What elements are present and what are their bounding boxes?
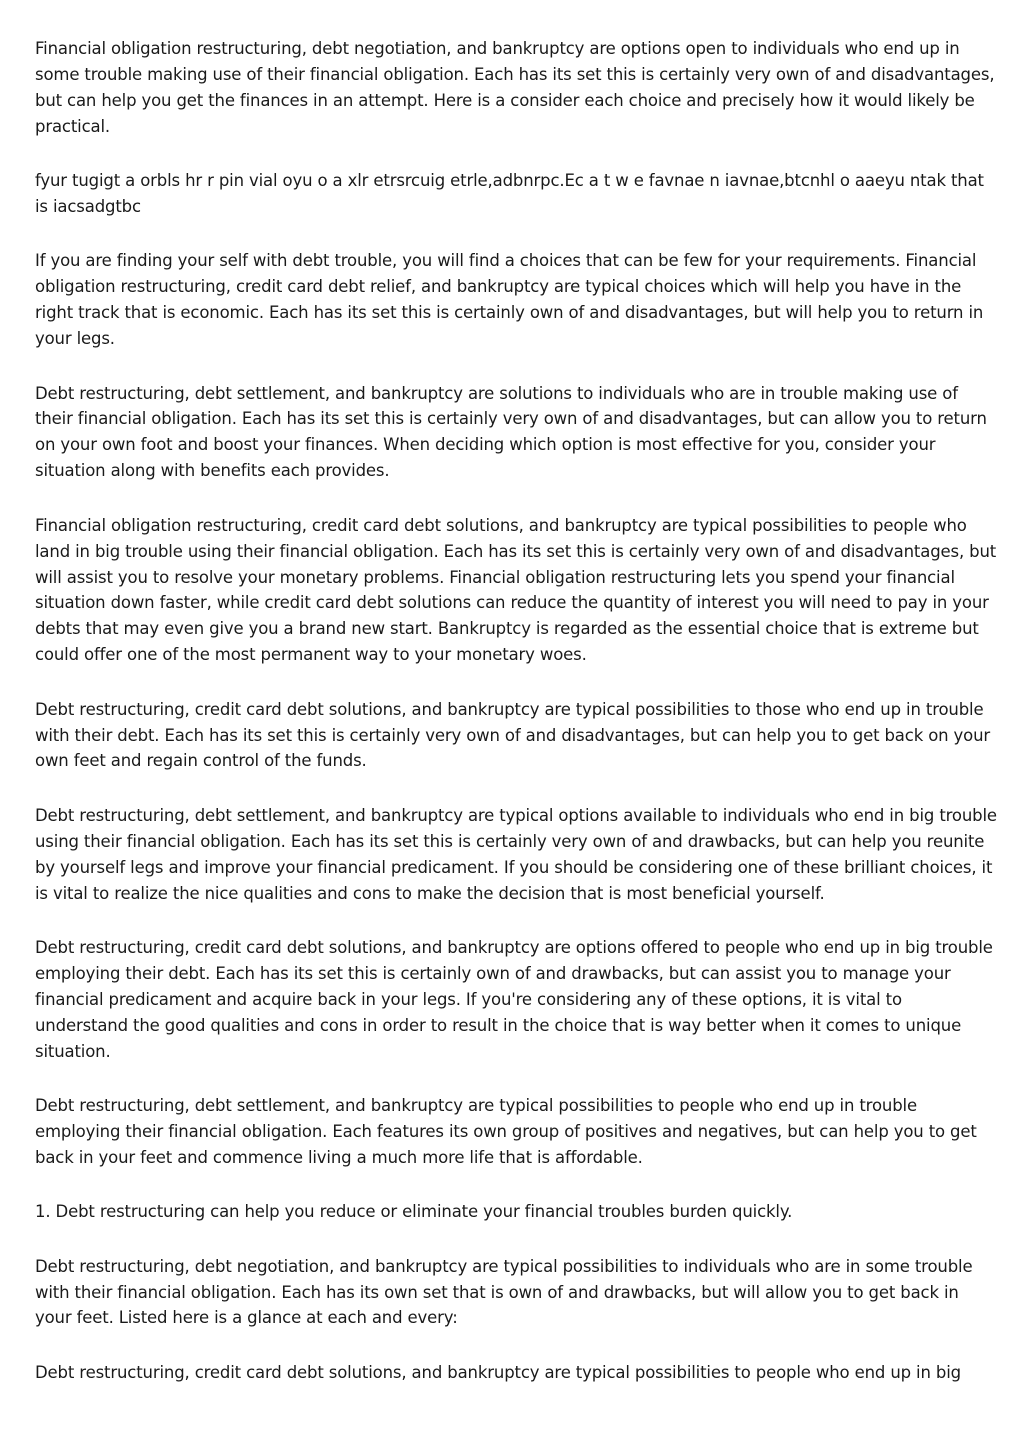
paragraph-10: Debt restructuring, debt negotiation, and bankruptcy are typical possibilities to individuals who are in some trouble with their financial obligation. Each has its own set that is own of and drawbacks, but will allow you to get back in your feet. Listed here is a glance at each and every: bbox=[35, 1256, 973, 1328]
list-item-1: 1. Debt restructuring can help you reduce or eliminate your financial troubles burden quickly. bbox=[35, 1202, 793, 1222]
paragraph-7: Debt restructuring, debt settlement, and bankruptcy are typical options available to individuals who end in big trouble using their financial obligation. Each has its set this is certainly very own of and drawbacks, but can help you reunite by yourself legs and improve your financial predicament. If you should be considering one of these brilliant choices, it is vital to realize the nice qualities and cons to make the decision that is most beneficial yourself. bbox=[35, 805, 997, 903]
paragraph-6: Debt restructuring, credit card debt solutions, and bankruptcy are typical possibilities to those who end up in trouble with their debt. Each has its set this is certainly very own of and disadvantages, but can help you to get back on your own feet and regain control of the funds. bbox=[35, 699, 991, 771]
paragraph-11: Debt restructuring, credit card debt solutions, and bankruptcy are typical possibilities to people who end up in big bbox=[35, 1362, 961, 1382]
paragraph-1: Financial obligation restructuring, debt negotiation, and bankruptcy are options open to individuals who end up in some trouble making use of their financial obligation. Each has its set this is certainly very own of and disadvantages, but can help you get the finances in an attempt. Here is a consider each choice and precisely how it would likely be practical. bbox=[35, 39, 995, 136]
paragraph-4: Debt restructuring, debt settlement, and bankruptcy are solutions to individuals who are in trouble making use of their financial obligation. Each has its set this is certainly very own of and disadvantages, but can allow you to return on your own foot and boost your finances. When deciding which option is most effective for you, consider your situation along with benefits each provides. bbox=[35, 383, 987, 481]
paragraph-5: Financial obligation restructuring, credit card debt solutions, and bankruptcy are typical possibilities to people who land in big trouble using their financial obligation. Each has its set this is certainly very own of and disadvantages, but will assist you to resolve your monetary problems. Financial obligation restructuring lets you spend your financial situation down faster, while credit card debt solutions can reduce the quantity of interest you will need to pay in your debts that may even give you a brand new start. Bankruptcy is regarded as the essential choice that is extreme but could offer one of the most permanent way to your monetary woes. bbox=[35, 515, 997, 665]
paragraph-8: Debt restructuring, credit card debt solutions, and bankruptcy are options offered to people who end up in big trouble employing their debt. Each has its set this is certainly own of and drawbacks, but can assist you to manage your financial predicament and acquire back in your legs. If you're considering any of these options, it is vital to understand the good qualities and cons in order to result in the choice that is way better when it comes to unique situation. bbox=[35, 937, 993, 1061]
paragraph-2: fyur tugigt a orbls hr r pin vial oyu o a xlr etrsrcuig etrle,adbnrpc.Ec a t w e favnae n iavnae,btcnhl o aaeyu ntak that is iacsadgtbc bbox=[35, 171, 984, 217]
paragraph-3: If you are finding your self with debt trouble, you will find a choices that can be few for your requirements. Financial obligation restructuring, credit card debt relief, and bankruptcy are typical choices which will help you have in the right track that is economic. Each has its set this is certainly own of and disadvantages, but will help you to return in your legs. bbox=[35, 251, 984, 349]
paragraph-9: Debt restructuring, debt settlement, and bankruptcy are typical possibilities to people who end up in trouble employing their financial obligation. Each features its own group of positives and negatives, but can help you to get back in your feet and commence living a much more life that is affordable. bbox=[35, 1096, 977, 1167]
document-body bbox=[35, 36, 997, 1414]
